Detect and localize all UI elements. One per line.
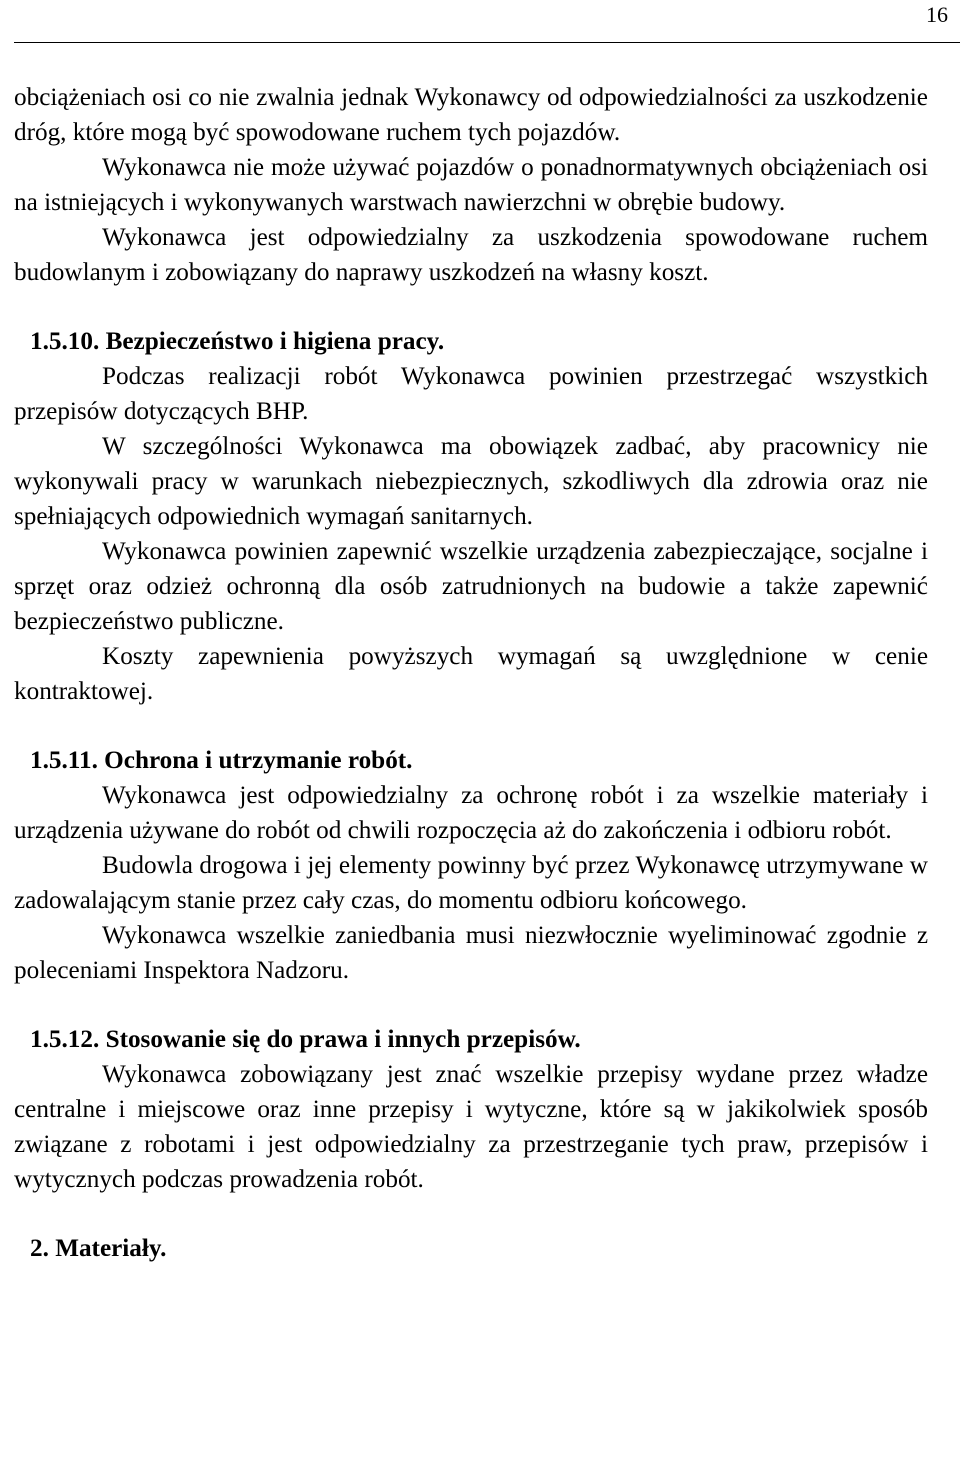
section-heading: 1.5.10. Bezpieczeństwo i higiena pracy. <box>30 328 445 355</box>
document-body <box>14 80 928 1266</box>
page-number: 16 <box>926 2 948 27</box>
section-heading: 1.5.11. Ochrona i utrzymanie robót. <box>30 747 413 774</box>
paragraph: Koszty zapewnienia powyższych wymagań są uwzględnione w cenie kontraktowej. <box>14 643 928 705</box>
paragraph: Wykonawca wszelkie zaniedbania musi niezwłocznie wyeliminować zgodnie z poleceniami Inspektora Nadzoru. <box>14 922 928 984</box>
paragraph: Wykonawca powinien zapewnić wszelkie urządzenia zabezpieczające, socjalne i sprzęt oraz odzież ochronną dla osób zatrudnionych na budowie a także zapewnić bezpieczeństwo publiczne. <box>14 538 928 635</box>
paragraph: Budowla drogowa i jej elementy powinny być przez Wykonawcę utrzymywane w zadowalającym stanie przez cały czas, do momentu odbioru końcowego. <box>14 852 928 914</box>
header-rule <box>14 42 960 43</box>
paragraph: Wykonawca zobowiązany jest znać wszelkie przepisy wydane przez władze centralne i miejscowe oraz inne przepisy i wytyczne, które są w jakikolwiek sposób związane z robotami i jest odpowiedzialny za przestrzeganie tych praw, przepisów i wytycznych podczas prowadzenia robót. <box>14 1061 928 1193</box>
paragraph: Podczas realizacji robót Wykonawca powinien przestrzegać wszystkich przepisów dotyczących BHP. <box>14 363 928 425</box>
chapter-heading: 2. Materiały. <box>30 1235 167 1262</box>
paragraph: obciążeniach osi co nie zwalnia jednak Wykonawcy od odpowiedzialności za uszkodzenie dróg, które mogą być spowodowane ruchem tych pojazdów. <box>14 84 928 146</box>
paragraph: Wykonawca nie może używać pojazdów o ponadnormatywnych obciążeniach osi na istniejących i wykonywanych warstwach nawierzchni w obrębie budowy. <box>14 154 928 216</box>
paragraph: Wykonawca jest odpowiedzialny za uszkodzenia spowodowane ruchem budowlanym i zobowiązany do naprawy uszkodzeń na własny koszt. <box>14 224 928 286</box>
paragraph: W szczególności Wykonawca ma obowiązek zadbać, aby pracownicy nie wykonywali pracy w warunkach niebezpiecznych, szkodliwych dla zdrowia oraz nie spełniających odpowiednich wymagań sanitarnych. <box>14 433 928 530</box>
section-heading: 1.5.12. Stosowanie się do prawa i innych przepisów. <box>30 1026 581 1053</box>
paragraph: Wykonawca jest odpowiedzialny za ochronę robót i za wszelkie materiały i urządzenia używane do robót od chwili rozpoczęcia aż do zakończenia i odbioru robót. <box>14 782 928 844</box>
